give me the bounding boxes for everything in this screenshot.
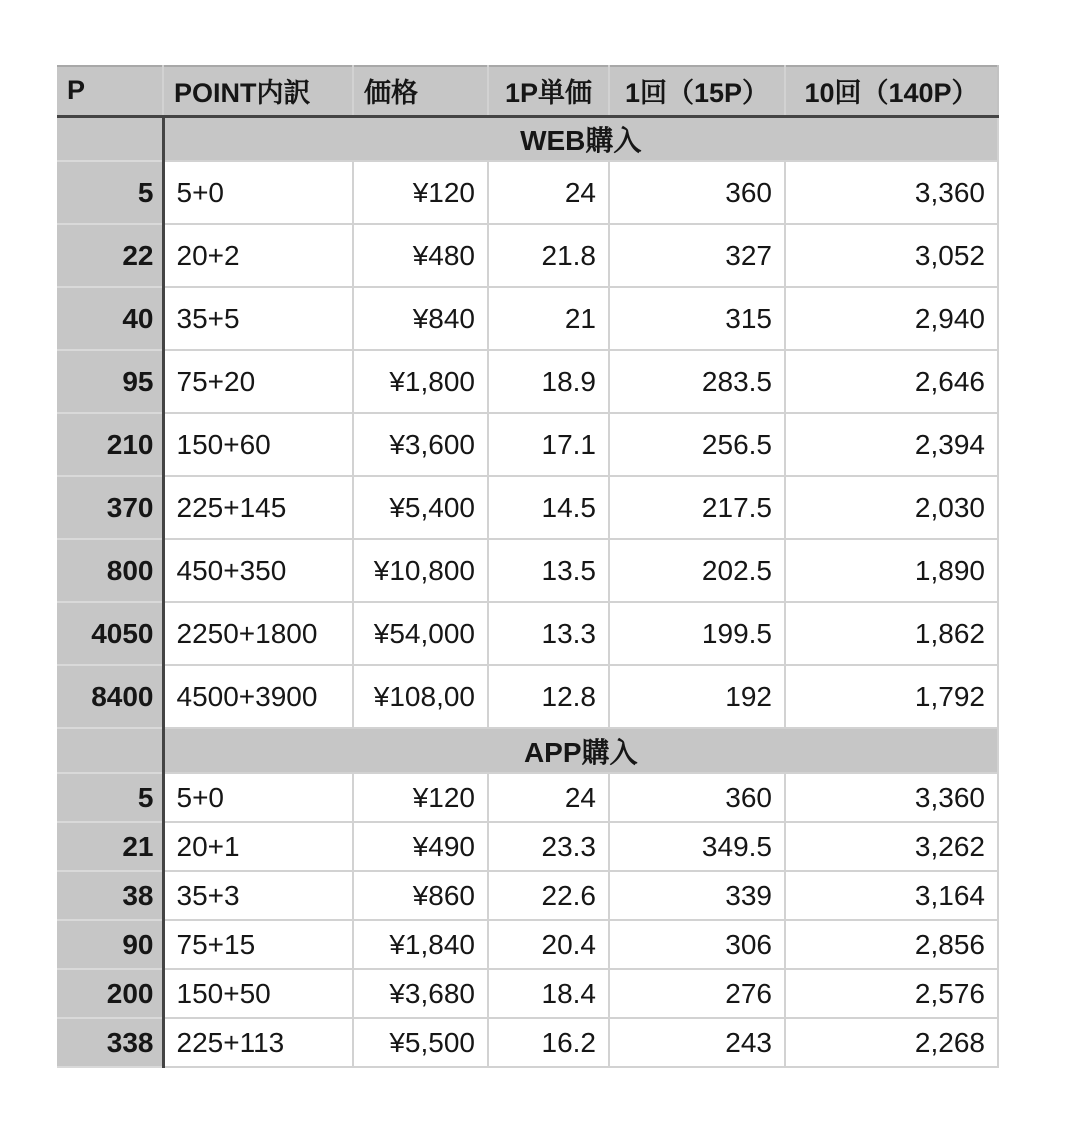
data-cell: 1,890 bbox=[785, 539, 998, 602]
data-cell: ¥860 bbox=[353, 871, 488, 920]
data-cell: 4500+3900 bbox=[163, 665, 353, 728]
data-cell: 20+2 bbox=[163, 224, 353, 287]
data-cell: 2,940 bbox=[785, 287, 998, 350]
p-value-cell: 95 bbox=[57, 350, 163, 413]
p-value-cell: 800 bbox=[57, 539, 163, 602]
data-cell: 3,360 bbox=[785, 161, 998, 224]
data-cell: 75+20 bbox=[163, 350, 353, 413]
table-row bbox=[57, 822, 998, 871]
section-band-row bbox=[57, 116, 998, 161]
data-cell: 18.9 bbox=[488, 350, 609, 413]
data-cell: 23.3 bbox=[488, 822, 609, 871]
data-cell: 2,646 bbox=[785, 350, 998, 413]
section-band-p-cell bbox=[57, 728, 163, 773]
data-cell: ¥120 bbox=[353, 161, 488, 224]
table-body bbox=[57, 116, 998, 1067]
data-cell: 225+113 bbox=[163, 1018, 353, 1067]
data-cell: 2,030 bbox=[785, 476, 998, 539]
table-row bbox=[57, 773, 998, 822]
p-value-cell: 8400 bbox=[57, 665, 163, 728]
data-cell: 243 bbox=[609, 1018, 785, 1067]
data-cell: 202.5 bbox=[609, 539, 785, 602]
data-cell: 5+0 bbox=[163, 773, 353, 822]
p-value-cell: 21 bbox=[57, 822, 163, 871]
table-row bbox=[57, 476, 998, 539]
data-cell: 21.8 bbox=[488, 224, 609, 287]
data-cell: 22.6 bbox=[488, 871, 609, 920]
data-cell: 17.1 bbox=[488, 413, 609, 476]
data-cell: 3,164 bbox=[785, 871, 998, 920]
column-header-0: P bbox=[57, 66, 163, 116]
data-cell: 283.5 bbox=[609, 350, 785, 413]
column-header-1: POINT内訳 bbox=[163, 66, 353, 116]
data-cell: 2,856 bbox=[785, 920, 998, 969]
data-cell: 256.5 bbox=[609, 413, 785, 476]
p-value-cell: 338 bbox=[57, 1018, 163, 1067]
data-cell: 14.5 bbox=[488, 476, 609, 539]
data-cell: 306 bbox=[609, 920, 785, 969]
data-cell: ¥5,500 bbox=[353, 1018, 488, 1067]
data-cell: 3,052 bbox=[785, 224, 998, 287]
data-cell: 225+145 bbox=[163, 476, 353, 539]
data-cell: ¥10,800 bbox=[353, 539, 488, 602]
p-value-cell: 90 bbox=[57, 920, 163, 969]
data-cell: ¥490 bbox=[353, 822, 488, 871]
data-cell: ¥120 bbox=[353, 773, 488, 822]
p-value-cell: 5 bbox=[57, 773, 163, 822]
data-cell: 3,262 bbox=[785, 822, 998, 871]
data-cell: 327 bbox=[609, 224, 785, 287]
data-cell: 13.5 bbox=[488, 539, 609, 602]
section-band-p-cell bbox=[57, 116, 163, 161]
data-cell: ¥108,00 bbox=[353, 665, 488, 728]
data-cell: 5+0 bbox=[163, 161, 353, 224]
section-header: APP購入 bbox=[163, 728, 998, 773]
data-cell: 1,792 bbox=[785, 665, 998, 728]
data-cell: 21 bbox=[488, 287, 609, 350]
data-cell: 276 bbox=[609, 969, 785, 1018]
table-row bbox=[57, 602, 998, 665]
p-value-cell: 370 bbox=[57, 476, 163, 539]
column-header-5: 10回（140P） bbox=[785, 66, 998, 116]
header-row bbox=[57, 66, 998, 116]
price-comparison-table bbox=[57, 65, 999, 1068]
p-value-cell: 22 bbox=[57, 224, 163, 287]
data-cell: 35+5 bbox=[163, 287, 353, 350]
data-cell: ¥1,840 bbox=[353, 920, 488, 969]
data-cell: ¥840 bbox=[353, 287, 488, 350]
table-row bbox=[57, 969, 998, 1018]
data-cell: 450+350 bbox=[163, 539, 353, 602]
table-row bbox=[57, 224, 998, 287]
data-cell: 150+50 bbox=[163, 969, 353, 1018]
p-value-cell: 38 bbox=[57, 871, 163, 920]
table-row bbox=[57, 539, 998, 602]
column-header-3: 1P単価 bbox=[488, 66, 609, 116]
data-cell: ¥54,000 bbox=[353, 602, 488, 665]
data-cell: ¥480 bbox=[353, 224, 488, 287]
data-cell: 12.8 bbox=[488, 665, 609, 728]
section-band-row bbox=[57, 728, 998, 773]
column-header-4: 1回（15P） bbox=[609, 66, 785, 116]
table-row bbox=[57, 665, 998, 728]
p-value-cell: 5 bbox=[57, 161, 163, 224]
data-cell: ¥3,600 bbox=[353, 413, 488, 476]
data-cell: ¥1,800 bbox=[353, 350, 488, 413]
data-cell: 2,576 bbox=[785, 969, 998, 1018]
p-value-cell: 4050 bbox=[57, 602, 163, 665]
data-cell: 75+15 bbox=[163, 920, 353, 969]
data-cell: 1,862 bbox=[785, 602, 998, 665]
data-cell: 24 bbox=[488, 161, 609, 224]
table-row bbox=[57, 287, 998, 350]
data-cell: 18.4 bbox=[488, 969, 609, 1018]
data-cell: ¥3,680 bbox=[353, 969, 488, 1018]
data-cell: 24 bbox=[488, 773, 609, 822]
data-cell: 2,394 bbox=[785, 413, 998, 476]
data-cell: 150+60 bbox=[163, 413, 353, 476]
p-value-cell: 210 bbox=[57, 413, 163, 476]
data-cell: 35+3 bbox=[163, 871, 353, 920]
table-row bbox=[57, 1018, 998, 1067]
p-value-cell: 40 bbox=[57, 287, 163, 350]
data-cell: 3,360 bbox=[785, 773, 998, 822]
table-row bbox=[57, 413, 998, 476]
data-cell: 339 bbox=[609, 871, 785, 920]
data-cell: 349.5 bbox=[609, 822, 785, 871]
data-cell: 13.3 bbox=[488, 602, 609, 665]
data-cell: 217.5 bbox=[609, 476, 785, 539]
data-cell: ¥5,400 bbox=[353, 476, 488, 539]
data-cell: 192 bbox=[609, 665, 785, 728]
data-cell: 2250+1800 bbox=[163, 602, 353, 665]
data-cell: 16.2 bbox=[488, 1018, 609, 1067]
section-header: WEB購入 bbox=[163, 116, 998, 161]
data-cell: 2,268 bbox=[785, 1018, 998, 1067]
data-cell: 360 bbox=[609, 161, 785, 224]
table-row bbox=[57, 920, 998, 969]
data-cell: 315 bbox=[609, 287, 785, 350]
table-row bbox=[57, 161, 998, 224]
data-cell: 20+1 bbox=[163, 822, 353, 871]
table-row bbox=[57, 350, 998, 413]
table-row bbox=[57, 871, 998, 920]
column-header-2: 価格 bbox=[353, 66, 488, 116]
points-price-table bbox=[57, 65, 999, 1068]
data-cell: 360 bbox=[609, 773, 785, 822]
data-cell: 20.4 bbox=[488, 920, 609, 969]
p-value-cell: 200 bbox=[57, 969, 163, 1018]
data-cell: 199.5 bbox=[609, 602, 785, 665]
